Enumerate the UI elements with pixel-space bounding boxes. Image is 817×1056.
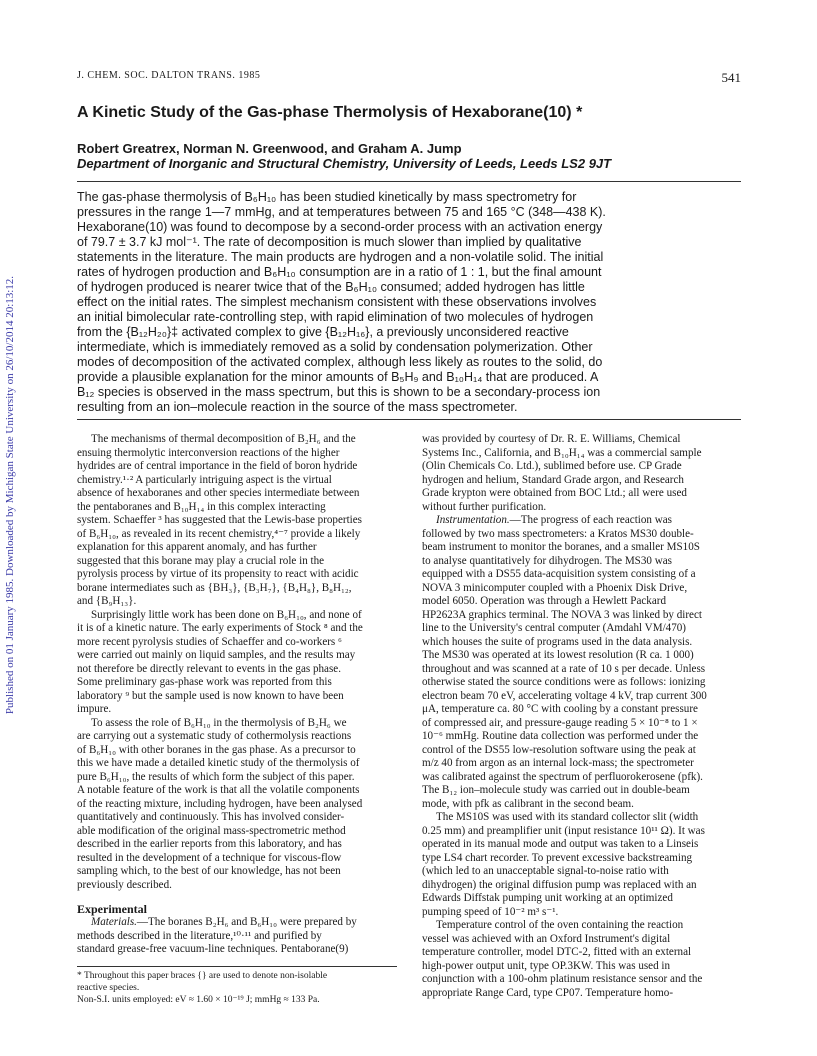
text-line: not therefore be directly relevant to events in the gas phase. <box>77 662 341 675</box>
text-line: (which led to an unacceptable signal-to-noise ratio with <box>422 865 669 877</box>
text-line: of compressed air, and pressure-gauge reading 5 × 10⁻⁸ to 1 × <box>422 716 698 729</box>
article-authors: Robert Greatrex, Norman N. Greenwood, and Graham A. Jump <box>77 141 462 156</box>
text-line: followed by two mass spectrometers: a Kratos MS30 double- <box>422 527 694 540</box>
body-paragraph <box>77 717 397 893</box>
text-line: throughout and was scanned at a rate of 10 s per decade. Unless <box>422 662 706 675</box>
text-line: type LS4 chart recorder. To prevent excessive backstreaming <box>422 851 693 864</box>
text-line: 10⁻⁶ mmHg. Routine data collection was performed under the <box>422 730 699 742</box>
text-line: B₁₂ species is observed in the mass spectrum, but this is shown to be a secondary-process ion <box>77 385 601 399</box>
right-column <box>422 433 742 1000</box>
text-line: hydrogen and helium, Standard Grade argon, and Research <box>422 473 684 486</box>
text-line: The gas-phase thermolysis of B₆H₁₀ has been studied kinetically by mass spectrometry for <box>77 190 577 204</box>
body-paragraph <box>77 916 397 957</box>
text-line: equipped with a DS55 data-acquisition system consisting of a <box>422 568 696 580</box>
footnote-rule <box>77 966 397 967</box>
body-paragraph <box>77 609 397 717</box>
text-line: sampling which, to the best of our knowledge, has not been <box>77 865 341 877</box>
article-title: A Kinetic Study of the Gas-phase Thermolysis of Hexaborane(10) * <box>77 104 583 121</box>
text-line: model 6050. Operation was through a Hewlett Packard <box>422 595 666 607</box>
text-line: laboratory ⁹ but the sample used is now known to have been <box>77 689 344 702</box>
text-line: HP2623A graphics terminal. The NOVA 3 was linked by direct <box>422 608 702 621</box>
footnotes <box>77 966 397 1006</box>
text-line: without further purification. <box>422 500 547 513</box>
text-line: high-power output unit, type OP.3KW. This was used in <box>422 959 671 972</box>
text-line: The MS10S was used with its standard collector slit (width <box>436 811 699 823</box>
text-line: Systems Inc., California, and B₁₀H₁₄ was a commercial sample <box>422 446 702 459</box>
text-line: The B₁₂ ion–molecule study was carried out in double-beam <box>422 784 690 796</box>
text-line: Grade krypton were obtained from BOC Ltd.; all were used <box>422 487 687 499</box>
text-line: μA, temperature ca. 80 °C with cooling by a constant pressure <box>422 703 698 715</box>
text-line: electron beam 70 eV, accelerating voltage 4 kV, trap current 300 <box>422 689 707 702</box>
download-watermark-text: Published on 01 January 1985. Downloaded by Michigan State University on 26/10/2014 20:13:12. <box>4 275 16 715</box>
text-line: Hexaborane(10) was found to decompose by a second-order process with an activation energy <box>77 220 603 234</box>
text-line: Non-S.I. units employed: eV ≈ 1.60 × 10⁻¹⁹ J; mmHg ≈ 133 Pa. <box>77 995 320 1005</box>
body-paragraph <box>422 919 742 1000</box>
text-line: which houses the suite of programs used in the data analysis. <box>422 635 693 648</box>
text-line: (Olin Chemicals Co. Ltd.), sublimed before use. CP Grade <box>422 460 682 472</box>
text-line: to analyse quantitatively for dihydrogen. The MS30 was <box>422 554 672 567</box>
text-line: the pentaboranes and B₁₀H₁₄ in this complex interacting <box>77 500 326 513</box>
text-line: ensuing thermolytic interconversion reactions of the higher <box>77 446 340 459</box>
text-line: Edwards Diffstak pumping unit working at an optimized <box>422 892 673 904</box>
download-watermark <box>2 150 18 840</box>
running-header <box>77 70 741 86</box>
text-line: standard grease-free vacuum-line techniques. Pentaborane(9) <box>77 943 349 955</box>
left-column <box>77 433 397 957</box>
text-line: of B₆H₁₀, as revealed in its recent chemistry,⁴⁻⁷ provide a likely <box>77 527 361 540</box>
text-line: beam instrument to monitor the boranes, and a smaller MS10S <box>422 541 700 553</box>
text-line: To assess the role of B₆H₁₀ in the thermolysis of B₂H₆ we <box>91 716 347 729</box>
text-line: rates of hydrogen production and B₆H₁₀ consumption are in a ratio of 1 : 1, but the final amount <box>77 265 602 279</box>
text-line: vessel was achieved with an Oxford Instrument's digital <box>422 932 671 945</box>
text-line: m/z 40 from argon as an internal lock-mass; the spectrometer <box>422 757 694 769</box>
text-line: resulted in the development of a technique for viscous-flow <box>77 851 342 864</box>
text-line: an initial bimolecular rate-controlling step, with rapid elimination of two molecules of hydrogen <box>77 310 594 324</box>
text-line: of B₆H₁₀ with other boranes in the gas phase. As a precursor to <box>77 743 356 756</box>
text-line: modes of decomposition of the activated complex, although less likely as routes to the solid, do <box>77 355 603 369</box>
text-line: borane intermediates such as {BH₃}, {B₃H₇}, {B₄H₈}, B₈H₁₂, <box>77 581 352 594</box>
text-line: conjunction with a 100-ohm platinum resistance sensor and the <box>422 973 703 985</box>
text-line: temperature controller, model DTC-2, fitted with an external <box>422 946 692 958</box>
text-line: pressures in the range 1—7 mmHg, and at temperatures between 75 and 165 °C (348—438 K). <box>77 205 606 219</box>
text-line: system. Schaeffer ³ has suggested that the Lewis-base properties <box>77 514 363 526</box>
text-line: of the reacting mixture, including hydrogen, have been analysed <box>77 797 363 810</box>
article-affiliation: Department of Inorganic and Structural Chemistry, University of Leeds, Leeds LS2 9JT <box>77 156 612 171</box>
text-line: was calibrated against the spectrum of perfluorokerosene (pfk). <box>422 770 703 783</box>
abstract-top-rule <box>77 181 741 182</box>
section-heading-experimental: Experimental <box>77 902 147 916</box>
text-line: Temperature control of the oven containing the reaction <box>436 919 684 931</box>
text-line: line to the University's central computer (Amdahl VM/470) <box>422 622 686 634</box>
text-line: of hydrogen produced is nearer twice that of the B₆H₁₀ consumed; added hydrogen has little <box>77 280 585 294</box>
text-line: this we have made a detailed kinetic study of the thermolysis of <box>77 757 360 769</box>
text-line: The mechanisms of thermal decomposition of B₂H₆ and the <box>91 433 356 445</box>
text-line: otherwise stated the source conditions were as follows: ionizing <box>422 676 706 688</box>
text-line: control of the DS55 low-resolution software using the peak at <box>422 743 696 756</box>
abstract <box>77 190 741 415</box>
text-line: The MS30 was operated at its lowest resolution (R ca. 1 000) <box>422 649 694 661</box>
text-line: hydrides are of central importance in the field of boron hydride <box>77 460 358 472</box>
text-line: are carrying out a systematic study of cothermolysis reactions <box>77 730 352 742</box>
text-line: were carried out mainly on liquid samples, and the results may <box>77 649 356 661</box>
text-line: appropriate Range Card, type CP07. Temperature homo- <box>422 986 674 999</box>
body-paragraph <box>422 514 742 811</box>
text-line: A notable feature of the work is that all the volatile components <box>77 784 360 796</box>
body-paragraph <box>422 811 742 919</box>
text-line: operated in its manual mode and output was taken to a Linseis <box>422 838 699 850</box>
body-paragraph <box>77 433 397 609</box>
text-line: it is of a kinetic nature. The early experiments of Stock ⁸ and the <box>77 622 363 634</box>
text-line: resulting from an ion–molecule reaction in the source of the mass spectrometer. <box>77 400 518 414</box>
text-line: and {B₉H₁₃}. <box>77 595 137 607</box>
journal-citation: J. CHEM. SOC. DALTON TRANS. 1985 <box>77 70 261 81</box>
text-line: was provided by courtesy of Dr. R. E. Williams, Chemical <box>422 433 681 445</box>
text-line: from the {B₁₂H₂₀}‡ activated complex to give {B₁₂H₁₆}, a previously unconsidered reactive <box>77 325 569 339</box>
text-line: able modification of the original mass-spectrometric method <box>77 824 346 837</box>
text-line: reactive species. <box>77 983 140 993</box>
text-line: Instrumentation.—The progress of each reaction was <box>436 514 672 526</box>
abstract-bottom-rule <box>77 419 741 420</box>
text-line: Surprisingly little work has been done on B₆H₁₀, and none of <box>91 608 362 621</box>
text-line: 0.25 mm) and preamplifier unit (input resistance 10¹¹ Ω). It was <box>422 824 705 837</box>
text-line: * Throughout this paper braces {} are used to denote non-isolable <box>77 971 328 981</box>
text-line: described in the earlier reports from this laboratory, and has <box>77 838 342 850</box>
text-line: effect on the initial rates. The simplest mechanism consistent with these observations involves <box>77 295 597 309</box>
text-line: provide a plausible explanation for the minor amounts of B₅H₉ and B₁₀H₁₄ that are produced. A <box>77 370 599 384</box>
text-line: explanation for this apparent anomaly, and has further <box>77 541 317 553</box>
body-paragraph <box>422 433 742 514</box>
text-line: dihydrogen) the original diffusion pump was replaced with an <box>422 878 697 891</box>
text-line: intermediate, which is immediately removed as a solid by condensation polymerization. Other <box>77 340 593 354</box>
text-line: pure B₆H₁₀, the results of which form the subject of this paper. <box>77 770 355 783</box>
text-line: pyrolysis process by virtue of its propensity to react with acidic <box>77 568 359 580</box>
text-line: mode, with pfk as calibrant in the second beam. <box>422 797 634 810</box>
text-line: of 79.7 ± 3.7 kJ mol⁻¹. The rate of decomposition is much slower than implied by qualitative <box>77 235 582 249</box>
text-line: Materials.—The boranes B₂H₆ and B₆H₁₀ were prepared by <box>91 916 357 928</box>
text-line: Some preliminary gas-phase work was reported from this <box>77 676 332 688</box>
text-line: NOVA 3 minicomputer coupled with a Phoenix Disk Drive, <box>422 581 688 594</box>
page-number: 541 <box>721 70 741 85</box>
text-line: chemistry.¹·² A particularly intriguing aspect is the virtual <box>77 473 332 486</box>
text-line: methods described in the literature,¹⁰·¹¹ and purified by <box>77 929 322 942</box>
text-line: impure. <box>77 703 112 715</box>
text-line: statements in the literature. The main products are hydrogen and a non-volatile solid. The initial <box>77 250 604 264</box>
text-line: absence of hexaboranes and other species intermediate between <box>77 487 360 499</box>
text-line: previously described. <box>77 878 172 891</box>
text-line: pumping speed of 10⁻² m³ s⁻¹. <box>422 905 559 918</box>
text-line: quantitatively and continuously. This has involved consider- <box>77 811 345 823</box>
footnote-list <box>77 970 397 1006</box>
text-line: more recent pyrolysis studies of Schaeffer and co-workers ⁶ <box>77 635 342 648</box>
text-line: suggested that this borane may play a crucial role in the <box>77 554 325 567</box>
